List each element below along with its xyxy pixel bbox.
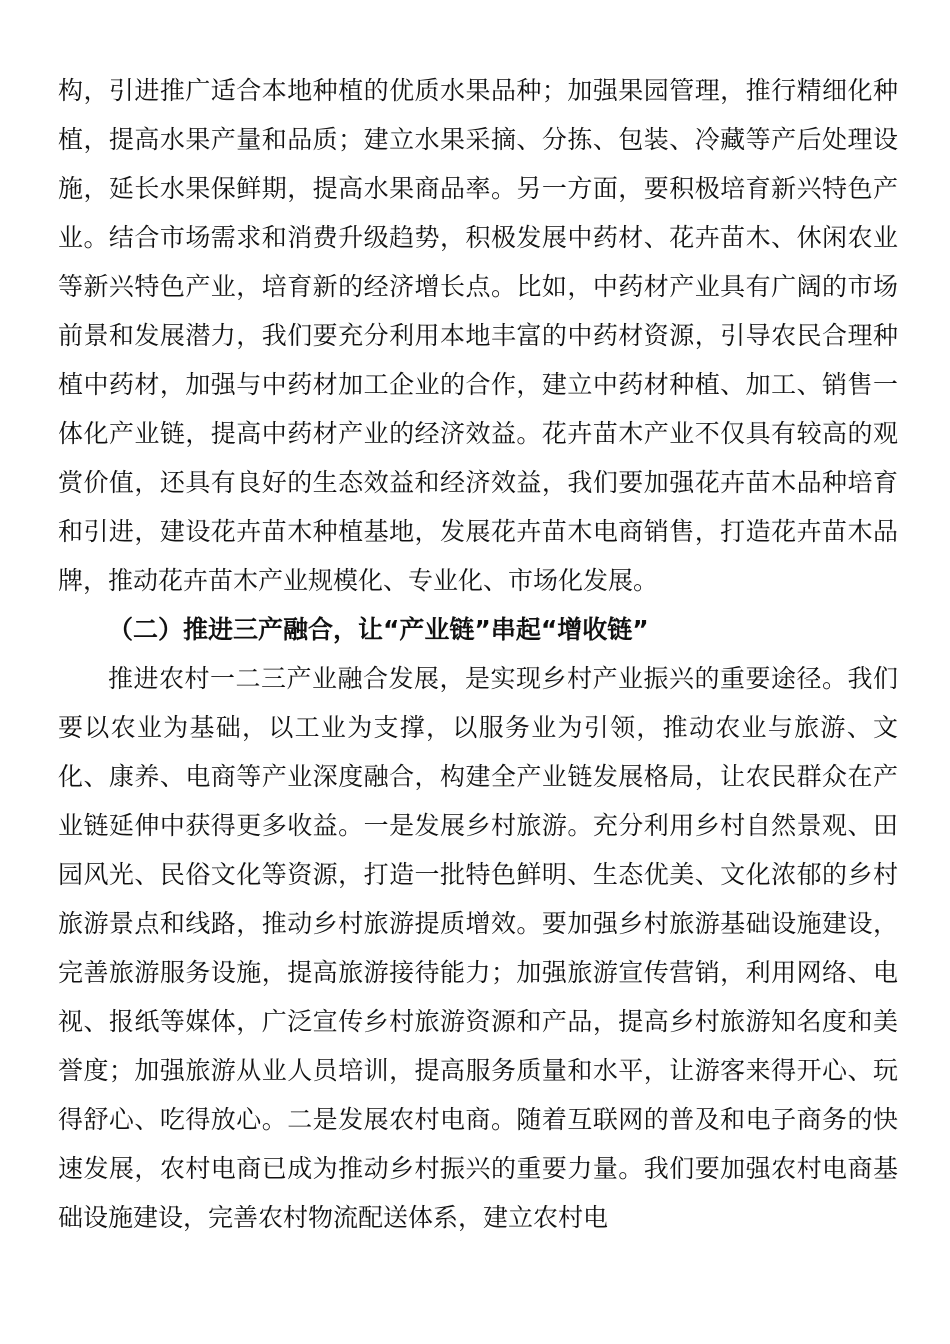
document-page bbox=[58, 66, 898, 1242]
body-paragraph-continued: 构，引进推广适合本地种植的优质水果品种；加强果园管理，推行精细化种植，提高水果产量和品质；建立水果采摘、分拣、包装、冷藏等产后处理设施，延长水果保鲜期，提高水果商品率。另一方面，要积极培育新兴特色产业。结合市场需求和消费升级趋势，积极发展中药材、花卉苗木、休闲农业等新兴特色产业，培育新的经济增长点。比如，中药材产业具有广阔的市场前景和发展潜力，我们要充分利用本地丰富的中药材资源，引导农民合理种植中药材，加强与中药材加工企业的合作，建立中药材种植、加工、销售一体化产业链，提高中药材产业的经济效益。花卉苗木产业不仅具有较高的观赏价值，还具有良好的生态效益和经济效益，我们要加强花卉苗木品种培育和引进，建设花卉苗木种植基地，发展花卉苗木电商销售，打造花卉苗木品牌，推动花卉苗木产业规模化、专业化、市场化发展。 bbox=[58, 76, 898, 595]
section-heading: （二）推进三产融合，让“产业链”串起“增收链” bbox=[108, 615, 649, 644]
body-paragraph: 推进农村一二三产业融合发展，是实现乡村产业振兴的重要途径。我们要以农业为基础，以工业为支撑，以服务业为引领，推动农业与旅游、文化、康养、电商等产业深度融合，构建全产业链发展格局，让农民群众在产业链延伸中获得更多收益。一是发展乡村旅游。充分利用乡村自然景观、田园风光、民俗文化等资源，打造一批特色鲜明、生态优美、文化浓郁的乡村旅游景点和线路，推动乡村旅游提质增效。要加强乡村旅游基础设施建设，完善旅游服务设施，提高旅游接待能力；加强旅游宣传营销，利用网络、电视、报纸等媒体，广泛宣传乡村旅游资源和产品，提高乡村旅游知名度和美誉度；加强旅游从业人员培训，提高服务质量和水平，让游客来得开心、玩得舒心、吃得放心。二是发展农村电商。随着互联网的普及和电子商务的快速发展，农村电商已成为推动乡村振兴的重要力量。我们要加强农村电商基础设施建设，完善农村物流配送体系，建立农村电 bbox=[58, 664, 898, 1232]
